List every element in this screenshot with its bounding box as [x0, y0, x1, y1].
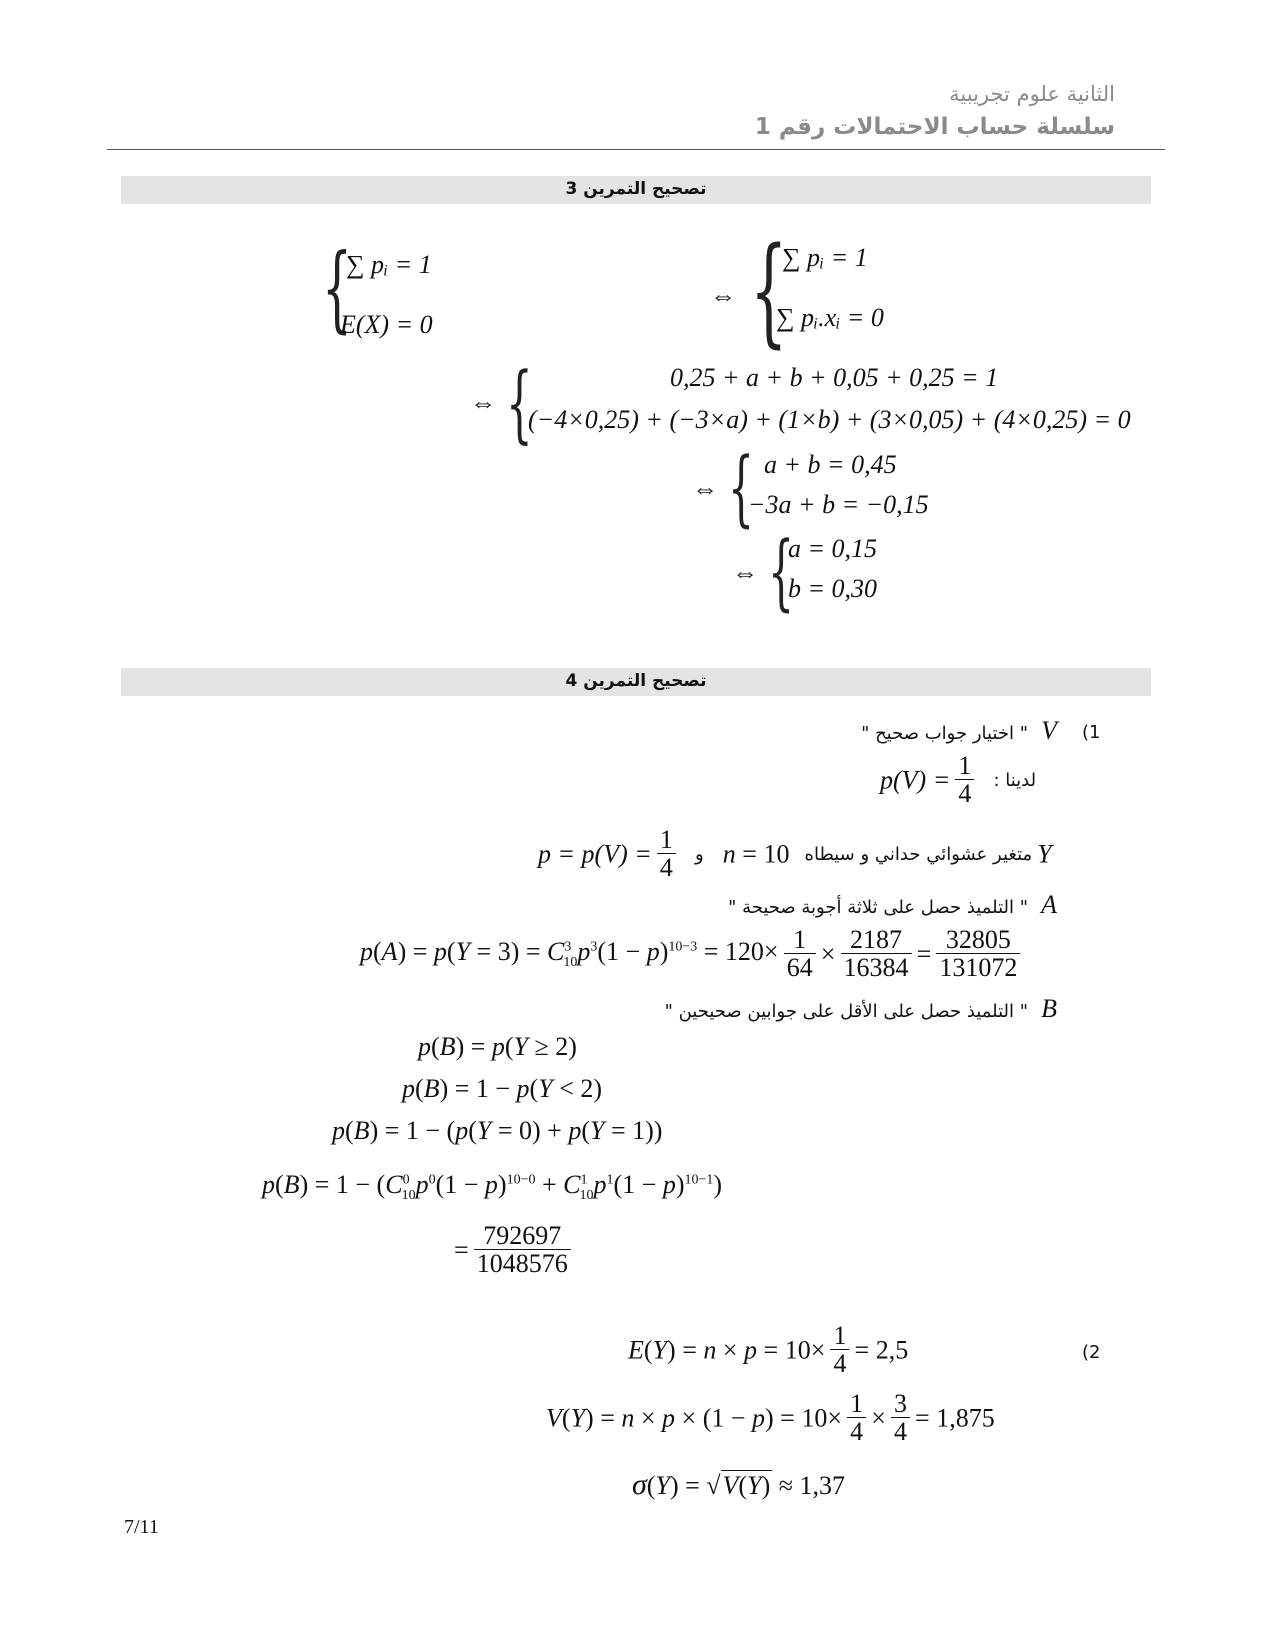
y-and: و [694, 843, 704, 865]
section-title-ex3: تصحيح التمرين 3 [565, 179, 707, 199]
ex3-sys5-line1: a = 0,15 [788, 534, 878, 563]
ex3-sys2-line2: ∑ pᵢ.xᵢ = 0 [776, 303, 884, 332]
pb-step-1: p(B) = p(Y ≥ 2) [418, 1032, 577, 1061]
section-title-ex4: تصحيح التمرين 4 [565, 671, 707, 691]
header-level: الثانية علوم تجريبية [949, 82, 1115, 106]
ex3-sys2-line1: ∑ pᵢ = 1 [782, 243, 868, 272]
page-number: 7/11 [124, 1516, 159, 1538]
y-definition-line: p = p(V) = $\frac{1}{4}$ و n = 10 متغير عشوائي حداني و سيطاه Y [538, 825, 1052, 883]
pb-step-3: p(B) = 1 − (p(Y = 0) + p(Y = 1)) [332, 1116, 663, 1145]
event-v-line: " اختيار جواب صحيح " V [861, 716, 1057, 745]
ex3-sys1-line1: ∑ pᵢ = 1 [346, 250, 432, 279]
expectation-value: 2,5 [875, 1335, 909, 1365]
header-divider [107, 149, 1165, 150]
ex3-sys3-line1: 0,25 + a + b + 0,05 + 0,25 = 1 [670, 363, 999, 392]
pa-result-den: 131072 [939, 953, 1018, 983]
event-v-text: " اختيار جواب صحيح " [861, 723, 1029, 744]
pa-computation: $p(A) = p(Y = 3) = C^3_{10}p^3(1 - p)^{10-3} = 120\times$ $\frac{1}{64}$ × $\frac{2187}{16384}$ = $\frac{32805}{131072}$ [360, 926, 1020, 983]
ex3-sys5-line2: b = 0,30 [788, 574, 878, 603]
pv-given-line: p(V) = $\frac{1}{4}$ لدينا : [880, 751, 1037, 809]
pb-result-num: 792697 [474, 1222, 571, 1250]
ex3-sys1-line2: E(X) = 0 [340, 310, 433, 339]
expectation-line: E(Y) = n × p = 10× $\frac{1}{4}$ = 2,5 [628, 1321, 909, 1379]
section-band-ex4 [121, 668, 1151, 696]
event-a-text: " التلميذ حصل على ثلاثة أجوبة صحيحة " [728, 897, 1029, 918]
std-dev-line: σ(Y) = √V(Y) ≈ 1,37 [632, 1468, 846, 1501]
question-1-number: (1 [1082, 722, 1101, 743]
pa-frac-den-1: 64 [786, 953, 813, 983]
pa-frac-num-2: 2187 [841, 926, 912, 954]
pb-step-2: p(B) = 1 − p(Y < 2) [402, 1074, 603, 1103]
ex3-sys4-line1: a + b = 0,45 [764, 450, 897, 479]
std-dev-value: 1,37 [799, 1471, 846, 1500]
pb-result: = $\frac{792697}{1048576}$ [454, 1222, 571, 1279]
ex3-sys3-line2: (−4×0,25) + (−3×a) + (1×b) + (3×0,05) + (4×0,25) = 0 [528, 405, 1131, 434]
event-b-line: " التلميذ حصل على الأقل على جوابين صحيحين " B [664, 994, 1057, 1023]
variance-value: 1,875 [936, 1403, 995, 1433]
event-b-text: " التلميذ حصل على الأقل على جوابين صحيحين " [664, 1001, 1029, 1022]
pb-step-4: $p(B) = 1 - (C^0_{10}p^0(1 - p)^{10-0} + C^1_{10}p^1(1 - p)^{10-1})$ [262, 1170, 723, 1204]
header-series-title: سلسلة حساب الاحتمالات رقم 1 [754, 114, 1115, 140]
given-label: لدينا : [993, 769, 1037, 791]
event-a-line: " التلميذ حصل على ثلاثة أجوبة صحيحة " A [728, 890, 1057, 919]
section-band-ex3 [121, 176, 1151, 204]
y-definition-text: متغير عشوائي حداني و سيطاه [804, 843, 1033, 865]
ex3-sys4-line2: −3a + b = −0,15 [748, 490, 929, 519]
pa-result-num: 32805 [936, 926, 1020, 954]
variance-line: V(Y) = n × p × (1 − p) = 10× $\frac{1}{4}$ × $\frac{3}{4}$ = 1,875 [546, 1389, 995, 1447]
pb-result-den: 1048576 [476, 1249, 568, 1279]
pa-frac-num-1: 1 [784, 926, 816, 954]
question-2-number: (2 [1082, 1342, 1101, 1363]
pa-frac-den-2: 16384 [843, 953, 909, 983]
